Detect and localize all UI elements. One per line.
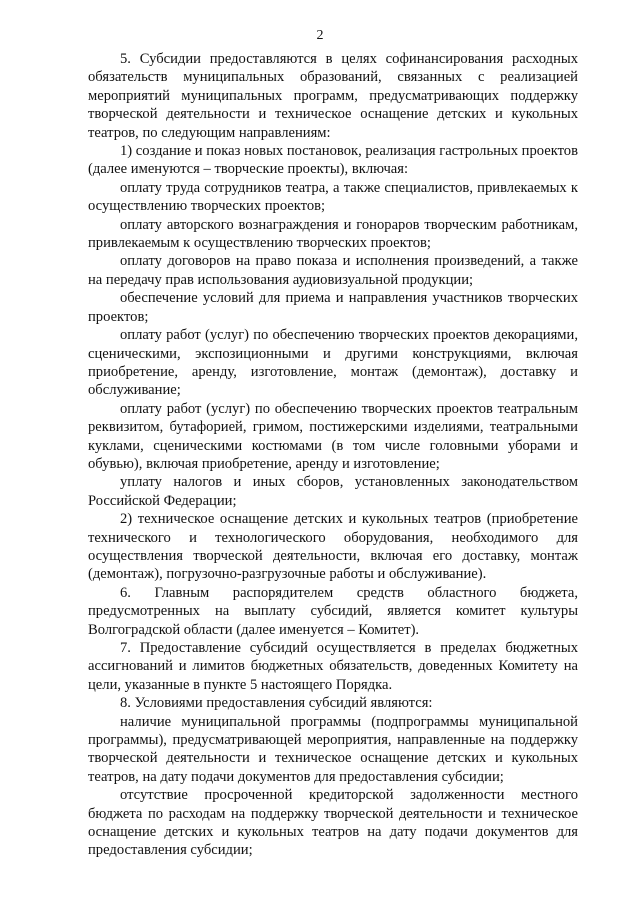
paragraph-8: 8. Условиями предоставления субсидий являются:: [120, 695, 433, 712]
condition-no-debt: отсутствие просроченной кредиторской задолженности местного бюджета по расходам на поддержку творческой деятельности и техническое оснащение детских и кукольных театров на дату подачи документов для предоставления субсидии;: [88, 787, 578, 859]
paragraph-6: 6. Главным распорядителем средств областного бюджета, предусмотренных на выплату субсидий, является комитет культуры Волгоградской области (далее именуется – Комитет).: [88, 584, 578, 638]
list-item-decorations: оплату работ (услуг) по обеспечению творческих проектов декорациями, сценическими, экспозиционными и другими конструкциями, включая приобретение, аренду, изготовление, монтаж (демонтаж), доставку и обслуживание;: [88, 327, 578, 399]
paragraph-7: 7. Предоставление субсидий осуществляется в пределах бюджетных ассигнований и лимитов бюджетных обязательств, доведенных Комитету на цели, указанные в пункте 5 настоящего Порядка.: [88, 640, 578, 693]
list-item-royalties: оплату авторского вознаграждения и гонораров творческим работникам, привлекаемым к осуществлению творческих проектов;: [88, 216, 578, 252]
list-item-salary: оплату труда сотрудников театра, а также специалистов, привлекаемых к осуществлению творческих проектов;: [88, 179, 578, 215]
list-item-taxes: уплату налогов и иных сборов, установленных законодательством Российской Федерации;: [88, 474, 578, 509]
list-item-hosting: обеспечение условий для приема и направления участников творческих проектов;: [88, 290, 578, 325]
page-number: 2: [316, 28, 324, 43]
paragraph-5-2: 2) техническое оснащение детских и кукольных театров (приобретение технического и технологического оборудования, необходимого для осуществления творческой деятельности, включая его доставку, монтаж (демонтаж), погрузочно-разгрузочные работы и обслуживание).: [88, 511, 578, 583]
document-body: [88, 50, 578, 860]
list-item-props: оплату работ (услуг) по обеспечению творческих проектов театральным реквизитом, бутафорией, гримом, постижерскими изделиями, театральными куклами, сценическими костюмами (в том числе головными уборами и обувью), включая приобретение, аренду и изготовление;: [88, 400, 578, 472]
paragraph-5-1: 1) создание и показ новых постановок, реализация гастрольных проектов (далее именуются – творческие проекты), включая:: [88, 143, 578, 178]
condition-program: наличие муниципальной программы (подпрограммы муниципальной программы), предусматривающей мероприятия, направленные на поддержку творческой деятельности и техническое оснащение детских и кукольных театров, на дату подачи документов для предоставления субсидии;: [88, 713, 578, 785]
list-item-contracts: оплату договоров на право показа и исполнения произведений, а также на передачу прав использования аудиовизуальной продукции;: [88, 253, 578, 288]
paragraph-5: 5. Субсидии предоставляются в целях софинансирования расходных обязательств муниципальных образований, связанных с реализацией мероприятий муниципальных программ, предусматривающих поддержку творческой деятельности и техническое оснащение детских и кукольных театров, по следующим направлениям:: [88, 51, 578, 141]
